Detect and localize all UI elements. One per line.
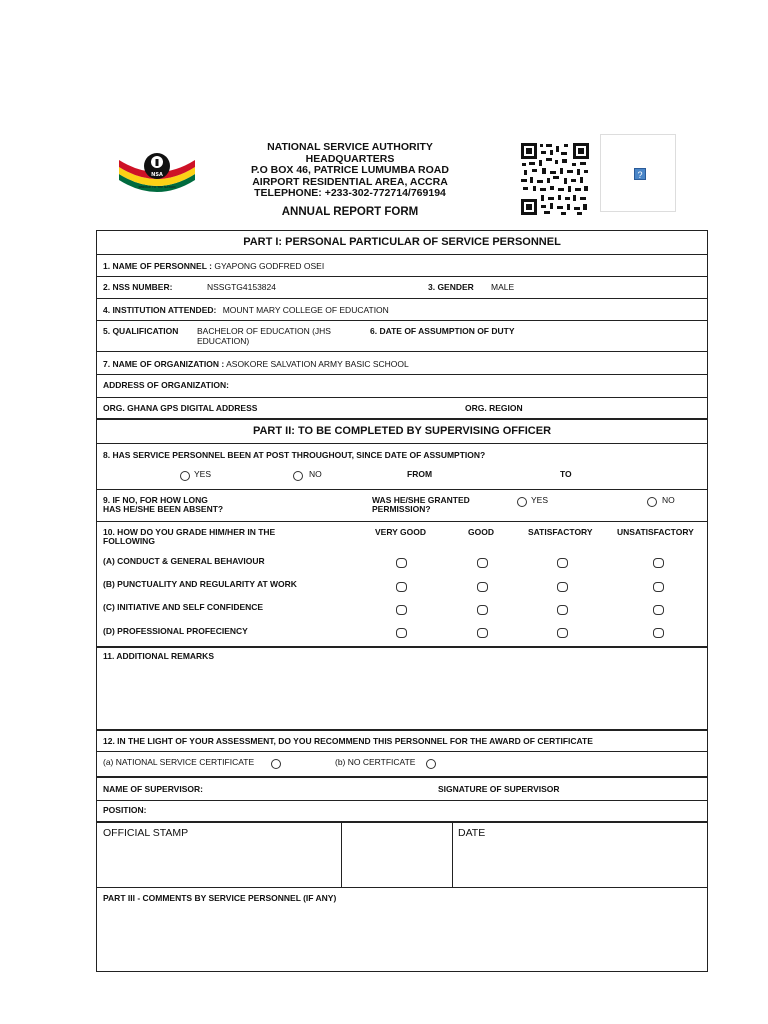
permission-line1: WAS HE/SHE GRANTED <box>372 495 470 505</box>
permission-line2: PERMISSION? <box>372 504 431 514</box>
official-stamp-label: OFFICIAL STAMP <box>103 827 189 839</box>
grade-header: SATISFACTORY <box>528 527 593 537</box>
date-label: DATE <box>458 827 486 839</box>
q9-line2: HAS HE/SHE BEEN ABSENT? <box>103 504 224 514</box>
q9-line1: 9. IF NO, FOR HOW LONG <box>103 495 208 505</box>
header-line: HEADQUARTERS <box>305 152 395 165</box>
broken-image-icon: ? <box>634 168 646 180</box>
criterion-label: (D) PROFESSIONAL PROFECIENCY <box>103 626 248 636</box>
remarks-label: 11. ADDITIONAL REMARKS <box>103 651 214 661</box>
nsa-logo <box>116 150 198 202</box>
supervisor-name-label: NAME OF SUPERVISOR: <box>103 784 203 794</box>
permission-no-label: NO <box>662 495 675 505</box>
grade-checkbox[interactable] <box>557 628 568 638</box>
name-label: 1. NAME OF PERSONNEL : <box>103 261 212 271</box>
org-region-label: ORG. REGION <box>465 403 523 413</box>
gender-label: 3. GENDER <box>428 282 474 292</box>
part3-title: PART III - COMMENTS BY SERVICE PERSONNEL (IF ANY) <box>103 893 337 903</box>
part2-title: PART II: TO BE COMPLETED BY SUPERVISING OFFICER <box>252 425 552 437</box>
q12-label: 12. IN THE LIGHT OF YOUR ASSESSMENT, DO YOU RECOMMEND THIS PERSONNEL FOR THE AWARD OF CERTIFICATE <box>103 736 593 746</box>
criterion-label: (A) CONDUCT & GENERAL BEHAVIOUR <box>103 556 265 566</box>
institution-value: MOUNT MARY COLLEGE OF EDUCATION <box>222 305 389 315</box>
name-value: GYAPONG GODFRED OSEI <box>214 261 325 271</box>
grade-checkbox[interactable] <box>477 628 488 638</box>
authority-header <box>230 142 470 200</box>
gps-address-label: ORG. GHANA GPS DIGITAL ADDRESS <box>103 403 258 413</box>
permission-yes-label: YES <box>531 495 549 505</box>
name-row <box>103 261 324 271</box>
header-line: AIRPORT RESIDENTIAL AREA, ACCRA <box>252 175 448 188</box>
grade-checkbox[interactable] <box>477 605 488 615</box>
form-title: ANNUAL REPORT FORM <box>281 206 419 218</box>
cert-b-radio[interactable] <box>426 759 436 769</box>
svg-text:NSA: NSA <box>151 172 163 178</box>
assumption-date-label: 6. DATE OF ASSUMPTION OF DUTY <box>370 326 515 336</box>
grade-checkbox[interactable] <box>653 628 664 638</box>
permission-no-radio[interactable] <box>647 497 657 507</box>
position-label: POSITION: <box>103 805 147 815</box>
nss-value: NSSGTG4153824 <box>207 282 276 292</box>
gender-value: MALE <box>491 282 515 292</box>
header-line: TELEPHONE: +233-302-772714/769194 <box>254 187 446 199</box>
qualification-label: 5. QUALIFICATION <box>103 326 179 336</box>
grade-checkbox[interactable] <box>396 605 407 615</box>
q10-line1: 10. HOW DO YOU GRADE HIM/HER IN THE <box>103 527 276 537</box>
nss-label: 2. NSS NUMBER: <box>103 282 173 292</box>
cert-a-label: (a) NATIONAL SERVICE CERTIFICATE <box>103 757 255 767</box>
header-line: NATIONAL SERVICE AUTHORITY <box>267 141 433 153</box>
q8-yes-radio[interactable] <box>180 471 190 481</box>
grade-header: VERY GOOD <box>375 527 427 537</box>
permission-yes-radio[interactable] <box>517 497 527 507</box>
from-label: FROM <box>407 469 433 479</box>
grade-checkbox[interactable] <box>477 558 488 568</box>
grade-header: GOOD <box>468 527 494 537</box>
grade-checkbox[interactable] <box>477 582 488 592</box>
q10-line2: FOLLOWING <box>103 536 155 546</box>
criterion-label: (B) PUNCTUALITY AND REGULARITY AT WORK <box>103 579 297 589</box>
q8-no-radio[interactable] <box>293 471 303 481</box>
qr-code <box>520 142 590 216</box>
grade-checkbox[interactable] <box>396 582 407 592</box>
svg-text:SERVICE TO THE NATION: SERVICE TO THE NATION <box>138 185 176 189</box>
q8-yes-label: YES <box>194 469 212 479</box>
grade-checkbox[interactable] <box>396 628 407 638</box>
qualification-value-line1: BACHELOR OF EDUCATION (JHS <box>197 326 331 336</box>
cert-b-label: (b) NO CERTFICATE <box>335 757 416 767</box>
grade-checkbox[interactable] <box>653 582 664 592</box>
grade-checkbox[interactable] <box>653 605 664 615</box>
grade-header: UNSATISFACTORY <box>617 527 694 537</box>
grade-checkbox[interactable] <box>396 558 407 568</box>
organization-row <box>103 359 409 369</box>
q8-no-label: NO <box>309 469 322 479</box>
part1-title: PART I: PERSONAL PARTICULAR OF SERVICE PERSONNEL <box>243 236 561 248</box>
photo-placeholder <box>600 134 676 212</box>
institution-label: 4. INSTITUTION ATTENDED: <box>103 305 217 315</box>
qualification-value-line2: EDUCATION) <box>197 336 250 346</box>
organization-label: 7. NAME OF ORGANIZATION : <box>103 359 225 369</box>
criterion-label: (C) INITIATIVE AND SELF CONFIDENCE <box>103 602 264 612</box>
grade-checkbox[interactable] <box>653 558 664 568</box>
institution-row <box>103 305 389 315</box>
header-line: P.O BOX 46, PATRICE LUMUMBA ROAD <box>251 164 449 176</box>
grade-checkbox[interactable] <box>557 605 568 615</box>
org-address-label: ADDRESS OF ORGANIZATION: <box>103 380 229 390</box>
grade-checkbox[interactable] <box>557 582 568 592</box>
annual-report-form <box>96 230 708 972</box>
q8-label: 8. HAS SERVICE PERSONNEL BEEN AT POST THROUGHOUT, SINCE DATE OF ASSUMPTION? <box>103 450 486 460</box>
to-label: TO <box>560 469 572 479</box>
supervisor-signature-label: SIGNATURE OF SUPERVISOR <box>438 784 560 794</box>
grade-checkbox[interactable] <box>557 558 568 568</box>
organization-value: ASOKORE SALVATION ARMY BASIC SCHOOL <box>226 359 409 369</box>
cert-a-radio[interactable] <box>271 759 281 769</box>
